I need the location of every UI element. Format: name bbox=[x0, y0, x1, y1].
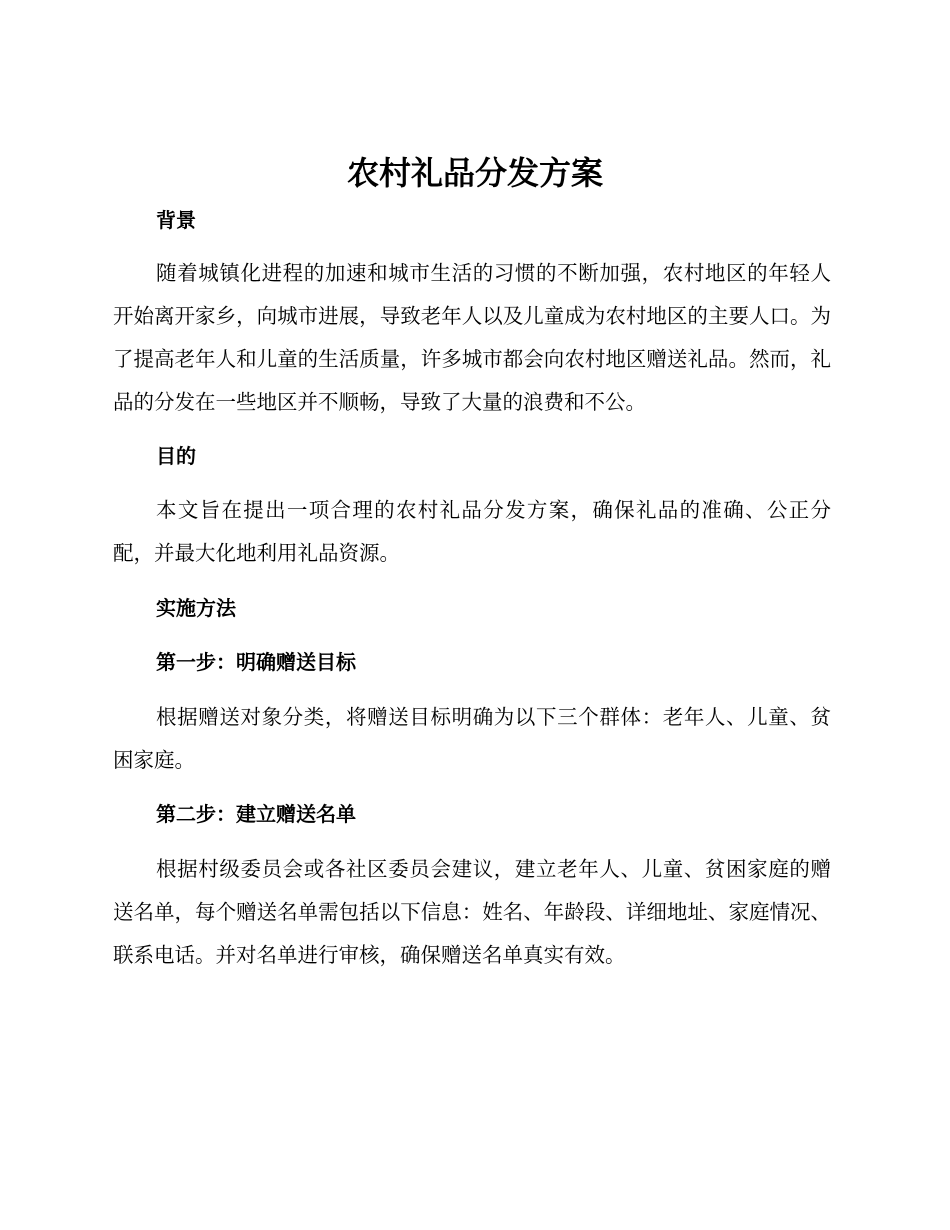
section-heading-step-one: 第一步：明确赠送目标 bbox=[156, 650, 356, 674]
section-paragraph-step-one: 根据赠送对象分类，将赠送目标明确为以下三个群体：老年人、儿童、贫困家庭。 bbox=[113, 705, 831, 772]
section-heading-purpose: 目的 bbox=[156, 444, 196, 468]
section-paragraph-purpose: 本文旨在提出一项合理的农村礼品分发方案，确保礼品的准确、公正分配，并最大化地利用礼品资源。 bbox=[113, 498, 831, 565]
section-heading-step-two: 第二步：建立赠送名单 bbox=[156, 802, 356, 826]
section-paragraph-step-two: 根据村级委员会或各社区委员会建议，建立老年人、儿童、贫困家庭的赠送名单，每个赠送名单需包括以下信息：姓名、年龄段、详细地址、家庭情况、联系电话。并对名单进行审核，确保赠送名单真实有效。 bbox=[113, 857, 831, 967]
section-heading-implementation: 实施方法 bbox=[156, 596, 236, 620]
section-paragraph-background: 随着城镇化进程的加速和城市生活的习惯的不断加强，农村地区的年轻人开始离开家乡，向城市进展，导致老年人以及儿童成为农村地区的主要人口。为了提高老年人和儿童的生活质量，许多城市都会向农村地区赠送礼品。然而，礼品的分发在一些地区并不顺畅，导致了大量的浪费和不公。 bbox=[113, 261, 831, 414]
section-heading-background: 背景 bbox=[156, 208, 196, 232]
document-title: 农村礼品分发方案 bbox=[346, 154, 603, 192]
